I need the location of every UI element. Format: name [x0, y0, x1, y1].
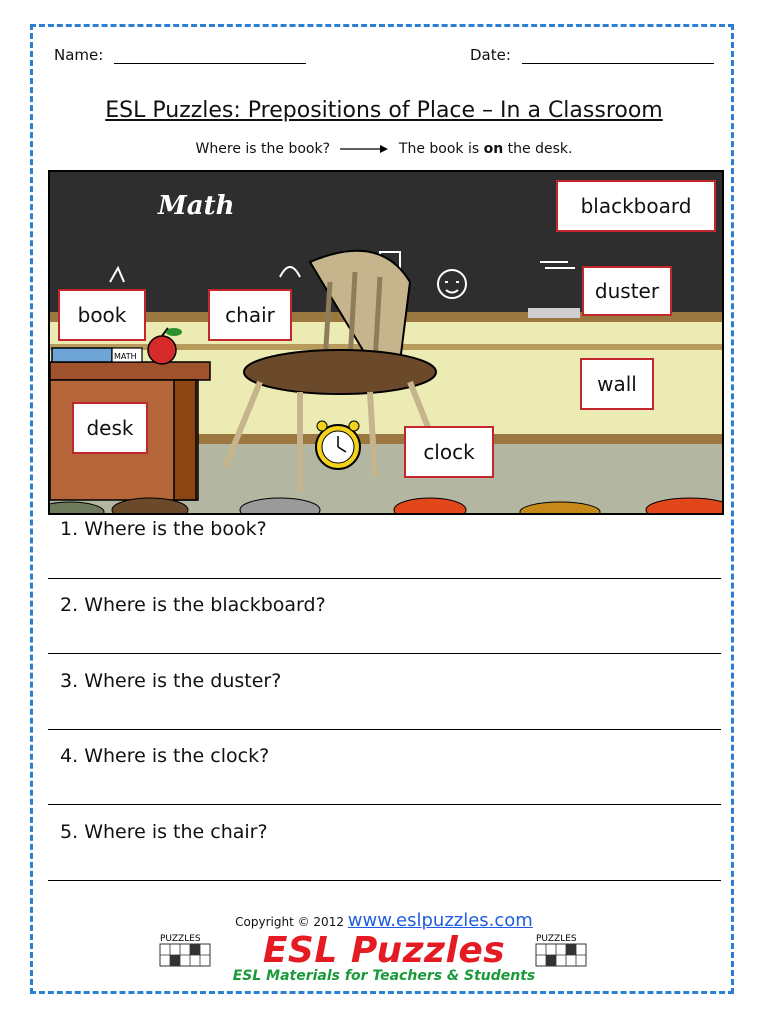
example-answer-prefix: The book is: [398, 141, 480, 157]
date-line[interactable]: [522, 63, 714, 64]
book-spine-text: MATH: [114, 352, 137, 361]
label-wall: wall: [580, 358, 654, 410]
label-duster: duster: [582, 266, 672, 316]
question-number: 4.: [60, 745, 79, 767]
brand-logo: ESL Puzzles: [262, 930, 506, 971]
brand-tagline: ESL Materials for Teachers & Students: [232, 968, 536, 984]
example-answer-suffix: the desk.: [507, 141, 573, 157]
label-clock: clock: [404, 426, 494, 478]
question-1: [60, 518, 267, 540]
question-text: Where is the chair?: [84, 821, 268, 843]
name-line[interactable]: [114, 63, 306, 64]
question-number: 5.: [60, 821, 79, 843]
answer-line-1[interactable]: [48, 578, 721, 579]
example-answer-key: on: [483, 141, 504, 157]
label-desk: desk: [72, 402, 148, 454]
label-blackboard: blackboard: [556, 180, 716, 232]
question-text: Where is the blackboard?: [84, 594, 326, 616]
classroom-illustration: [48, 170, 724, 515]
answer-line-5[interactable]: [48, 880, 721, 881]
copyright-line: [0, 910, 768, 931]
example-question: Where is the book?: [195, 141, 331, 157]
website-link[interactable]: www.eslpuzzles.com: [347, 910, 533, 931]
book-on-desk: [52, 348, 142, 362]
puzzle-logo-text: PUZZLES: [536, 934, 577, 944]
puzzle-logo-text: PUZZLES: [160, 934, 201, 944]
answer-line-4[interactable]: [48, 804, 721, 805]
eraser-on-ledge: [528, 308, 580, 318]
name-field[interactable]: [54, 46, 306, 64]
date-label: Date:: [470, 46, 511, 64]
question-text: Where is the duster?: [84, 670, 282, 692]
label-book: book: [58, 289, 146, 341]
chalk-math-text: Math: [158, 191, 235, 221]
question-4: [60, 745, 269, 767]
answer-line-2[interactable]: [48, 653, 721, 654]
arrow-right-icon: [340, 144, 388, 154]
copyright-text: Copyright © 2012: [235, 915, 344, 929]
question-number: 2.: [60, 594, 79, 616]
example-sentence: [0, 141, 768, 157]
question-text: Where is the book?: [84, 518, 267, 540]
question-number: 1.: [60, 518, 79, 540]
date-field[interactable]: [470, 46, 714, 64]
alarm-clock: [316, 421, 360, 469]
label-chair: chair: [208, 289, 292, 341]
name-label: Name:: [54, 46, 104, 64]
page-title: ESL Puzzles: Prepositions of Place – In a Classroom: [105, 98, 663, 123]
question-5: [60, 821, 268, 843]
question-3: [60, 670, 281, 692]
answer-line-3[interactable]: [48, 729, 721, 730]
question-text: Where is the clock?: [84, 745, 270, 767]
question-2: [60, 594, 326, 616]
question-number: 3.: [60, 670, 79, 692]
